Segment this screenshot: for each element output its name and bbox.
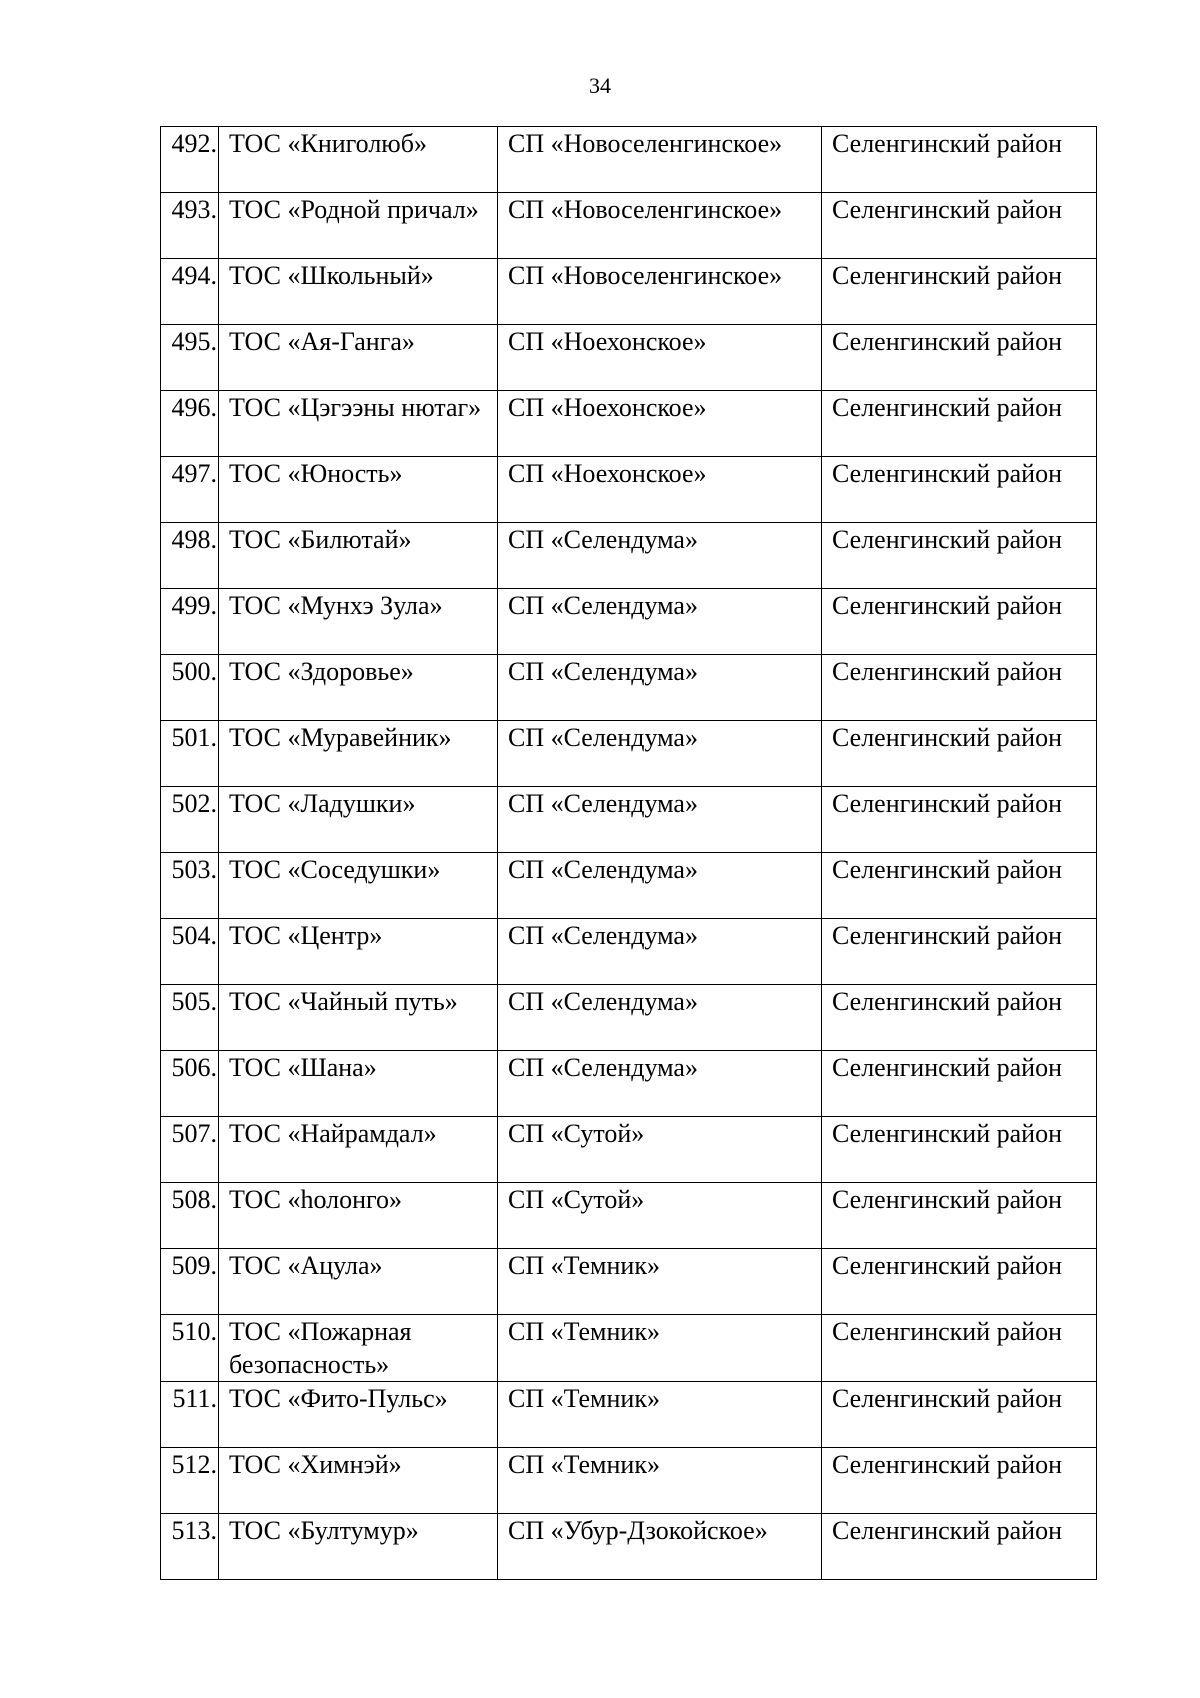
tos-name-cell: ТОС «Пожарная безопасность»	[219, 1315, 498, 1382]
tos-name-cell: ТОС «Книголюб»	[219, 127, 498, 193]
row-number-cell: 501.	[161, 721, 219, 787]
settlement-cell: СП «Ноехонское»	[498, 457, 822, 523]
tos-name-cell: ТОС «Ацула»	[219, 1249, 498, 1315]
tos-name-cell: ТОС «һолонго»	[219, 1183, 498, 1249]
table-row	[161, 1514, 1097, 1580]
tos-name-cell: ТОС «Шана»	[219, 1051, 498, 1117]
row-number-cell: 505.	[161, 985, 219, 1051]
settlement-cell: СП «Новоселенгинское»	[498, 259, 822, 325]
settlement-cell: СП «Убур-Дзокойское»	[498, 1514, 822, 1580]
tos-name-cell: ТОС «Соседушки»	[219, 853, 498, 919]
tos-name-cell: ТОС «Чайный путь»	[219, 985, 498, 1051]
table-row	[161, 787, 1097, 853]
settlement-cell: СП «Селендума»	[498, 787, 822, 853]
tos-name-cell: ТОС «Мунхэ Зула»	[219, 589, 498, 655]
row-number-cell: 497.	[161, 457, 219, 523]
settlement-cell: СП «Сутой»	[498, 1183, 822, 1249]
tos-name-cell: ТОС «Школьный»	[219, 259, 498, 325]
row-number-cell: 506.	[161, 1051, 219, 1117]
table-row	[161, 1448, 1097, 1514]
district-cell: Селенгинский район	[822, 1448, 1097, 1514]
row-number-cell: 500.	[161, 655, 219, 721]
tos-name-cell: ТОС «Бултумур»	[219, 1514, 498, 1580]
tos-name-cell: ТОС «Ладушки»	[219, 787, 498, 853]
row-number-cell: 493.	[161, 193, 219, 259]
district-cell: Селенгинский район	[822, 127, 1097, 193]
district-cell: Селенгинский район	[822, 325, 1097, 391]
table-row	[161, 655, 1097, 721]
tos-registry-table	[160, 126, 1097, 1580]
settlement-cell: СП «Селендума»	[498, 721, 822, 787]
table-row	[161, 457, 1097, 523]
settlement-cell: СП «Селендума»	[498, 655, 822, 721]
page-number: 34	[589, 73, 611, 98]
row-number-cell: 508.	[161, 1183, 219, 1249]
row-number-cell: 513.	[161, 1514, 219, 1580]
table-row	[161, 127, 1097, 193]
district-cell: Селенгинский район	[822, 193, 1097, 259]
row-number-cell: 509.	[161, 1249, 219, 1315]
district-cell: Селенгинский район	[822, 1051, 1097, 1117]
tos-name-cell: ТОС «Муравейник»	[219, 721, 498, 787]
district-cell: Селенгинский район	[822, 1315, 1097, 1382]
settlement-cell: СП «Ноехонское»	[498, 325, 822, 391]
row-number-cell: 510.	[161, 1315, 219, 1382]
district-cell: Селенгинский район	[822, 523, 1097, 589]
settlement-cell: СП «Темник»	[498, 1249, 822, 1315]
tos-name-cell: ТОС «Цэгээны нютаг»	[219, 391, 498, 457]
settlement-cell: СП «Сутой»	[498, 1117, 822, 1183]
settlement-cell: СП «Темник»	[498, 1448, 822, 1514]
tos-name-cell: ТОС «Юность»	[219, 457, 498, 523]
table-row	[161, 1382, 1097, 1448]
district-cell: Селенгинский район	[822, 985, 1097, 1051]
district-cell: Селенгинский район	[822, 259, 1097, 325]
row-number-cell: 496.	[161, 391, 219, 457]
district-cell: Селенгинский район	[822, 391, 1097, 457]
settlement-cell: СП «Селендума»	[498, 919, 822, 985]
table-row	[161, 523, 1097, 589]
table-row	[161, 325, 1097, 391]
settlement-cell: СП «Новоселенгинское»	[498, 127, 822, 193]
table-row	[161, 193, 1097, 259]
district-cell: Селенгинский район	[822, 589, 1097, 655]
row-number-cell: 495.	[161, 325, 219, 391]
tos-name-cell: ТОС «Центр»	[219, 919, 498, 985]
table-row	[161, 721, 1097, 787]
district-cell: Селенгинский район	[822, 721, 1097, 787]
settlement-cell: СП «Темник»	[498, 1315, 822, 1382]
row-number-cell: 512.	[161, 1448, 219, 1514]
tos-name-cell: ТОС «Билютай»	[219, 523, 498, 589]
settlement-cell: СП «Темник»	[498, 1382, 822, 1448]
row-number-cell: 503.	[161, 853, 219, 919]
tos-name-cell: ТОС «Родной причал»	[219, 193, 498, 259]
table-row	[161, 919, 1097, 985]
settlement-cell: СП «Ноехонское»	[498, 391, 822, 457]
district-cell: Селенгинский район	[822, 787, 1097, 853]
row-number-cell: 498.	[161, 523, 219, 589]
settlement-cell: СП «Селендума»	[498, 853, 822, 919]
tos-name-cell: ТОС «Здоровье»	[219, 655, 498, 721]
table-row	[161, 1051, 1097, 1117]
table-row	[161, 259, 1097, 325]
row-number-cell: 494.	[161, 259, 219, 325]
tos-name-cell: ТОС «Химнэй»	[219, 1448, 498, 1514]
table-row	[161, 1183, 1097, 1249]
district-cell: Селенгинский район	[822, 1382, 1097, 1448]
row-number-cell: 492.	[161, 127, 219, 193]
district-cell: Селенгинский район	[822, 1514, 1097, 1580]
district-cell: Селенгинский район	[822, 1183, 1097, 1249]
registry-table-body	[161, 127, 1097, 1580]
tos-name-cell: ТОС «Фито-Пульс»	[219, 1382, 498, 1448]
table-row	[161, 1315, 1097, 1382]
district-cell: Селенгинский район	[822, 457, 1097, 523]
settlement-cell: СП «Новоселенгинское»	[498, 193, 822, 259]
district-cell: Селенгинский район	[822, 1117, 1097, 1183]
tos-name-cell: ТОС «Найрамдал»	[219, 1117, 498, 1183]
row-number-cell: 511.	[161, 1382, 219, 1448]
settlement-cell: СП «Селендума»	[498, 523, 822, 589]
table-row	[161, 1249, 1097, 1315]
settlement-cell: СП «Селендума»	[498, 985, 822, 1051]
table-row	[161, 853, 1097, 919]
row-number-cell: 504.	[161, 919, 219, 985]
row-number-cell: 499.	[161, 589, 219, 655]
row-number-cell: 502.	[161, 787, 219, 853]
settlement-cell: СП «Селендума»	[498, 589, 822, 655]
district-cell: Селенгинский район	[822, 919, 1097, 985]
district-cell: Селенгинский район	[822, 853, 1097, 919]
table-row	[161, 391, 1097, 457]
table-row	[161, 985, 1097, 1051]
district-cell: Селенгинский район	[822, 1249, 1097, 1315]
tos-name-cell: ТОС «Ая-Ганга»	[219, 325, 498, 391]
table-row	[161, 1117, 1097, 1183]
table-row	[161, 589, 1097, 655]
settlement-cell: СП «Селендума»	[498, 1051, 822, 1117]
district-cell: Селенгинский район	[822, 655, 1097, 721]
row-number-cell: 507.	[161, 1117, 219, 1183]
